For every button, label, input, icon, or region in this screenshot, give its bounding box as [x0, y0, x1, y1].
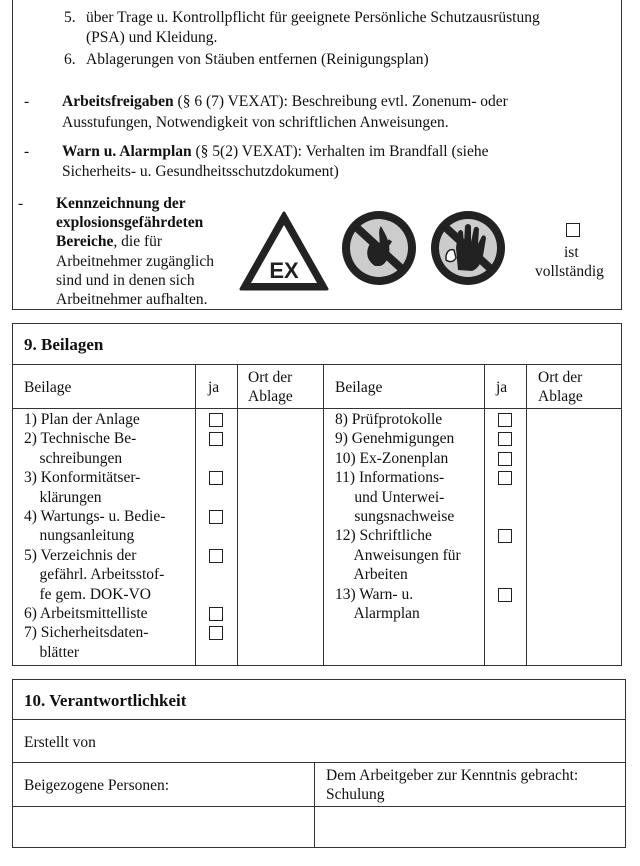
complete-checkbox[interactable] [566, 223, 580, 237]
beilage-item-text: 11) Informations- [335, 469, 445, 487]
complete-label: ist [564, 244, 579, 261]
beilage-ja-checkbox[interactable] [498, 588, 512, 602]
section8-right-border [621, 0, 622, 310]
header-ja: ja [208, 379, 220, 396]
beilage-item-text: fe gem. DOK-VO [24, 585, 151, 603]
header-ort: Ort der [538, 369, 583, 386]
beilage-item-text: 5) Verzeichnis der [24, 546, 137, 564]
beilage-item-text: und Unterwei- [335, 488, 445, 506]
beilage-item-text: schreibungen [24, 449, 123, 467]
bullet-line: Arbeitnehmer zugänglich [56, 253, 214, 270]
no-open-flame-icon [339, 208, 419, 288]
beilage-item-text: klärungen [24, 488, 102, 506]
beilage-item-text: gefährl. Arbeitsstof- [24, 566, 165, 584]
beilage-item-text: 3) Konformitätser- [24, 469, 141, 487]
bullet-dash: - [18, 195, 24, 212]
explosion-warning-icon [238, 210, 330, 292]
beilage-ja-checkbox[interactable] [209, 510, 223, 524]
beilage-item-text: 4) Wartungs- u. Bedie- [24, 508, 166, 525]
beilage-ja-checkbox[interactable] [209, 432, 223, 446]
bullet-bold: Warn u. Alarmplan [62, 143, 192, 160]
bullet-dash: - [24, 93, 30, 110]
bullet-line [62, 142, 489, 161]
arbeitgeber-label: Dem Arbeitgeber zur Kenntnis gebracht: [326, 767, 579, 784]
bullet-line2: Ausstufungen, Notwendigkeit von schriftlichen Anweisungen. [62, 114, 449, 131]
bullet-line: sind und in denen sich [56, 272, 195, 289]
bullet-rest: (§ 5(2) VEXAT): Verhalten im Brandfall (siehe [191, 143, 489, 160]
bullet-bold: Kennzeichnung der [56, 195, 186, 212]
erstellt-von-label: Erstellt von [24, 734, 96, 751]
bullet-bold: Bereiche [56, 233, 114, 250]
bullet-line2: Sicherheits- u. Gesundheitsschutzdokument) [62, 163, 339, 180]
arbeitgeber-field[interactable] [318, 810, 622, 844]
list-text: über Trage u. Kontrollpflicht für geeignete Persönliche Schutzausrüstung [86, 9, 540, 26]
bullet-line: Arbeitnehmer aufhalten. [56, 291, 208, 308]
complete-label: vollständig [535, 263, 604, 280]
beilage-item-text: Anweisungen für [335, 546, 461, 564]
beilage-item-text: nungsanleitung [24, 527, 135, 545]
beigezogene-field[interactable] [24, 810, 310, 844]
beilage-ja-checkbox[interactable] [209, 549, 223, 563]
col-line [195, 364, 196, 666]
bullet-line [56, 232, 162, 251]
header-ort: Ablage [538, 388, 583, 405]
section9-header-line [12, 408, 622, 409]
bullet-line [62, 92, 508, 111]
beilage-item-text: 1) Plan der Anlage [24, 411, 140, 428]
beilage-item-text: 9) Genehmigungen [335, 430, 455, 448]
section9-title-line [12, 364, 622, 365]
section10-row-line [12, 806, 626, 807]
beilage-ja-checkbox[interactable] [498, 432, 512, 446]
list-number: 6. [64, 51, 76, 68]
section10-title: 10. Verantwortlichkeit [24, 691, 187, 710]
beilage-item-text: 13) Warn- u. [335, 585, 414, 603]
header-ort: Ablage [248, 388, 293, 405]
ex-text: EX [269, 258, 299, 283]
beilage-item-text: 12) Schriftliche [335, 527, 432, 545]
beilage-ja-checkbox[interactable] [498, 471, 512, 485]
beilage-ja-checkbox[interactable] [209, 626, 223, 640]
beilage-item-text: sungsnachweise [335, 508, 455, 525]
beigezogene-label: Beigezogene Personen: [24, 777, 170, 794]
beilage-item-text: 8) Prüfprotokolle [335, 411, 443, 428]
section9-title: 9. Beilagen [24, 335, 104, 354]
beilage-item-text: 10) Ex-Zonenplan [335, 449, 449, 467]
header-ort: Ort der [248, 369, 293, 386]
beilage-item-text: 7) Sicherheitsdaten- [24, 624, 149, 642]
col-line [484, 364, 485, 666]
bullet-rest: , die für [113, 233, 163, 250]
header-beilage: Beilage [335, 379, 383, 396]
section10-col-line [314, 762, 315, 848]
col-line [526, 364, 527, 666]
beilage-item-text: 2) Technische Be- [24, 430, 137, 448]
bullet-bold: Arbeitsfreigaben [62, 93, 174, 110]
bullet-bold: explosionsgefährdeten [56, 214, 204, 231]
section10-title-line [12, 719, 626, 720]
section10-row-line [12, 762, 626, 763]
schulung-label: Schulung [326, 786, 385, 803]
col-line [237, 364, 238, 666]
beilage-ja-checkbox[interactable] [498, 413, 512, 427]
header-beilage: Beilage [24, 379, 72, 396]
beilage-ja-checkbox[interactable] [209, 413, 223, 427]
list-text: Ablagerungen von Stäuben entfernen (Reinigungsplan) [86, 51, 429, 68]
beilage-item-text: 6) Arbeitsmittelliste [24, 605, 148, 622]
section8-left-border [12, 0, 13, 310]
list-text: (PSA) und Kleidung. [86, 29, 218, 46]
bullet-rest: (§ 6 (7) VEXAT): Beschreibung evtl. Zonenum- oder [173, 93, 508, 110]
no-unauthorized-access-icon [428, 208, 508, 288]
beilage-item-text: Arbeiten [335, 566, 408, 584]
beilage-ja-checkbox[interactable] [498, 452, 512, 466]
bullet-dash: - [24, 143, 30, 160]
beilage-ja-checkbox[interactable] [498, 529, 512, 543]
beilage-item-text: blätter [24, 643, 80, 661]
col-line [323, 364, 324, 666]
beilage-ja-checkbox[interactable] [209, 471, 223, 485]
beilage-ja-checkbox[interactable] [209, 607, 223, 621]
list-number: 5. [64, 9, 76, 26]
section8-bottom-border [12, 309, 622, 310]
beilage-item-text: Alarmplan [335, 605, 420, 622]
header-ja: ja [496, 379, 508, 396]
